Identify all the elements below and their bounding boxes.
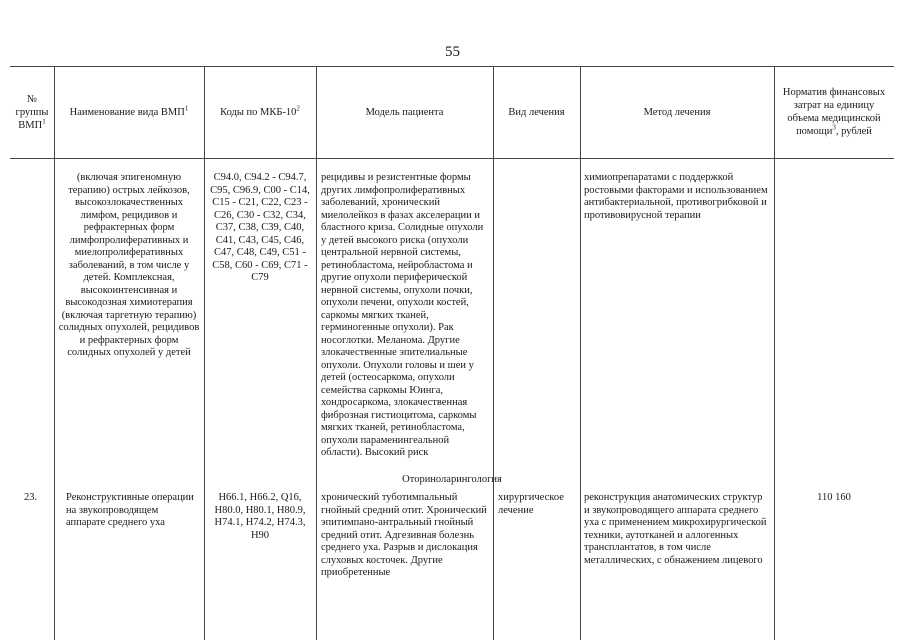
page-number: 55 — [445, 44, 460, 60]
row1-icd-codes: С94.0, С94.2 - С94.7, С95, С96.9, С00 - С14, С15 - С21, С22, С23 - С26, С30 - С32, С34, С37, С38, С39, С40, С41, С43, С45, С46, С47, С48, С49, С51 - С58, С60 - С69, С71 - С79 — [210, 172, 310, 283]
row1-patient-model: рецидивы и резистентные формы других лимфопролиферативных заболеваний, хронический миелолейкоз в фазах акселерации и бластного криза. Солидные опухоли у детей высокого риска (опухоли центральной нервной системы, ретинобластома, нейробластома и другие опухоли периферической нервной системы, опухоли почки, опухоли печени, опухоли костей, саркомы мягких тканей, герминогенные опухоли). Рак носоглотки. Меланома. Другие злокачественные эпителиальные опухоли. Опухоли головы и шеи у детей (остеосаркома, опухоли семейства саркомы Юинга, хондросаркома, злокачественная фиброзная гистиоцитома, саркомы мягких тканей, ретинобластома, опухоли параменингеальной области). Высокий риск — [321, 172, 484, 458]
header-treatment-method — [580, 66, 774, 158]
row1-vmp-name: (включая эпигеномную терапию) острых лейкозов, высокозлокачественных лимфом, рецидивов и рефрактерных форм лимфопролиферативных и миелопролиферативных заболеваний, в том числе у детей. Комплексная, высокоинтенсивная и высокодозная химиотерапия (включая таргетную терапию) солидных опухолей, рецидивов и рефрактерных форм солидных опухолей у детей — [58, 172, 200, 358]
row1-treatment-method: химиопрепаратами с поддержкой ростовыми факторами и использованием антибактериальной, противогрибковой и противовирусной терапии — [584, 172, 768, 221]
header-patient-model-text: Модель пациента — [365, 106, 444, 118]
footnote-marker: 1 — [42, 117, 46, 125]
header-icd-codes — [204, 66, 316, 158]
row2-vmp-name: Реконструктивные операции на звукопроводящем аппарате среднего уха — [66, 492, 194, 528]
row2-group-num: 23. — [24, 492, 38, 503]
header-treatment-method-text: Метод лечения — [643, 106, 711, 118]
footnote-marker: 3 — [832, 123, 836, 132]
footnote-marker: 2 — [296, 104, 300, 112]
header-norm-text: Норматив финансовых затрат на единицу объема медицинской помощи — [782, 87, 886, 137]
row2-patient-model: хронический туботимпальный гнойный средний отит. Хронический эпитимпано-антральный гнойный средний отит. Адгезивная болезнь среднего уха. Разрыв и дислокация слуховых косточек. Другие приобретенные — [321, 492, 487, 578]
header-vmp-name — [54, 66, 204, 158]
row2-icd-codes: Н66.1, Н66.2, Q16, Н80.0, Н80.1, Н80.9, Н74.1, Н74.2, Н74.3, Н90 — [214, 492, 306, 541]
header-patient-model — [316, 66, 493, 158]
row2-treatment-method: реконструкция анатомических структур и звукопроводящего аппарата среднего уха с применением микрохирургической техники, аутотканей и аллогенных трансплантатов, в том числе металлических, с обнажением лицевого — [584, 492, 767, 566]
header-icd-codes-text: Коды по МКБ-10 — [220, 106, 297, 118]
col-divider — [774, 66, 775, 640]
header-vmp-name-text: Наименование вида ВМП — [69, 106, 185, 118]
header-treatment-type — [493, 66, 580, 158]
row2-norm: 110 160 — [817, 492, 851, 503]
header-group-num-text: № группы ВМП — [15, 93, 49, 131]
header-norm — [780, 66, 888, 158]
header-norm-unit: , рублей — [835, 126, 872, 137]
header-bottom-border — [10, 158, 894, 159]
row2-treatment-type: хирургическое лечение — [498, 492, 564, 516]
footnote-marker: 1 — [184, 104, 189, 112]
header-group-num — [10, 66, 54, 158]
section-title: Оториноларингология — [402, 474, 502, 485]
vmp-table — [10, 66, 894, 640]
header-treatment-type-text: Вид лечения — [508, 106, 565, 118]
